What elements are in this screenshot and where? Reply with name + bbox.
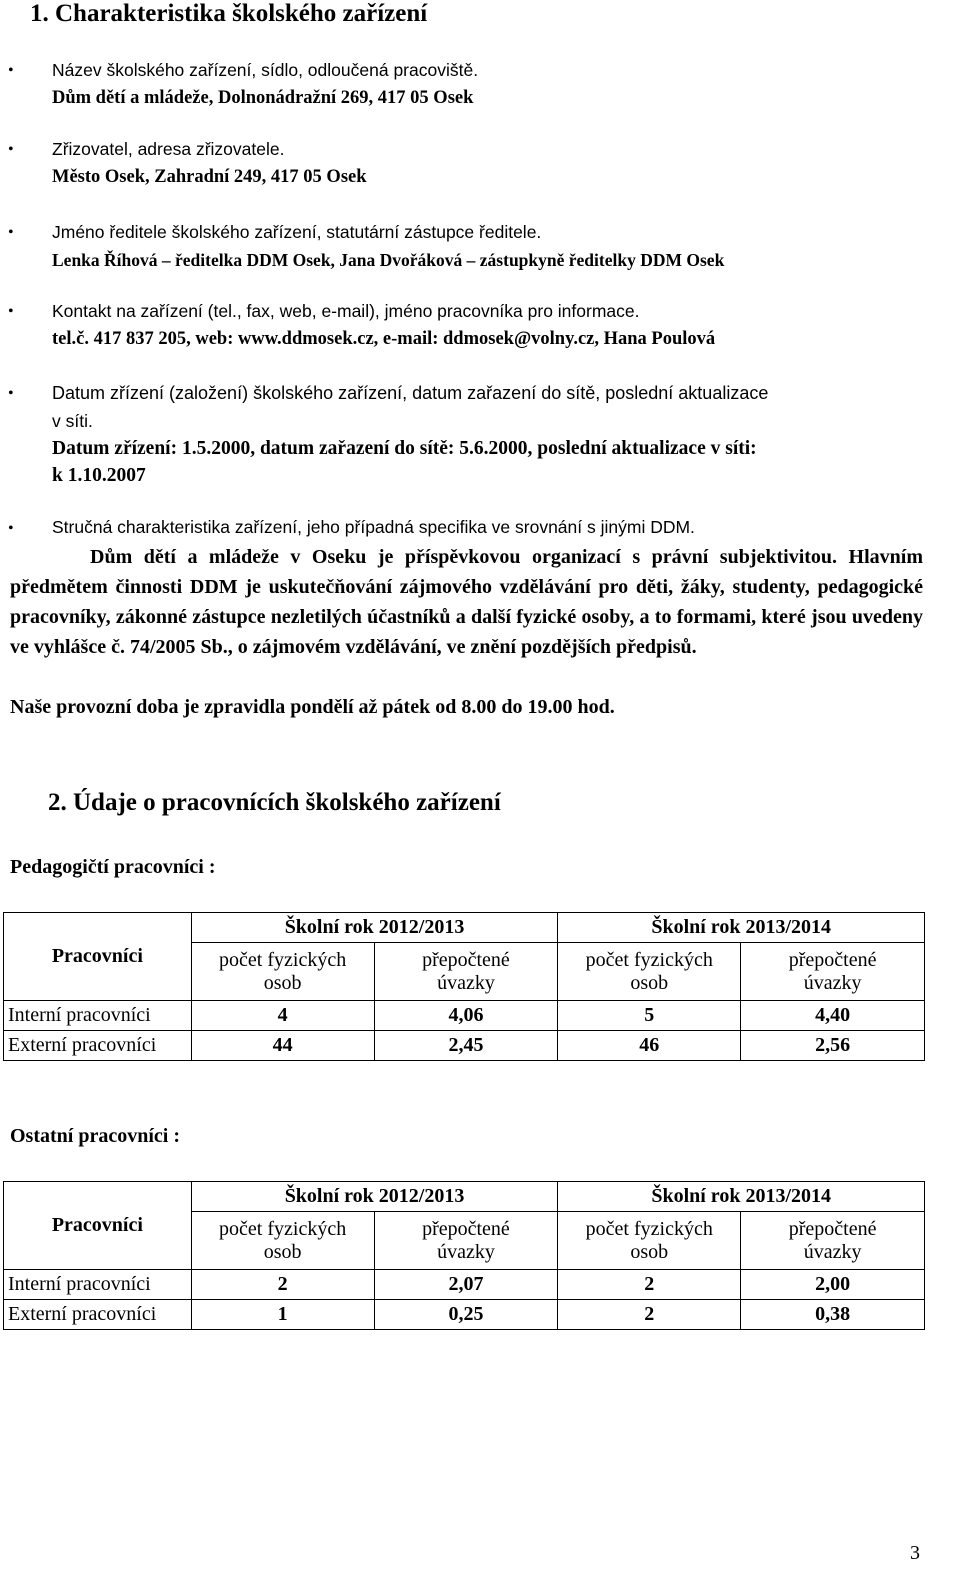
item-label: Zřizovatel, adresa zřizovatele. — [52, 139, 285, 159]
item-label: Jméno ředitele školského zařízení, statutární zástupce ředitele. — [52, 222, 542, 242]
header-year-1: Školní rok 2012/2013 — [191, 1182, 558, 1212]
item-value: Dům dětí a mládeže, Dolnonádražní 269, 417 05 Osek — [52, 88, 474, 108]
bullet: • — [8, 303, 14, 320]
section-2-heading: 2. Údaje o pracovnících školského zařízení — [48, 789, 501, 816]
table-row — [4, 1001, 925, 1031]
header-fte: přepočtené úvazky — [741, 943, 925, 1001]
row-label: Externí pracovníci — [4, 1300, 192, 1330]
item-label: Stručná charakteristika zařízení, jeho případná specifika ve srovnání s jinými DDM. — [52, 517, 695, 537]
cell: 0,38 — [741, 1300, 925, 1330]
cell: 0,25 — [374, 1300, 558, 1330]
row-label: Interní pracovníci — [4, 1270, 192, 1300]
header-fte: přepočtené úvazky — [741, 1212, 925, 1270]
cell: 4,06 — [374, 1001, 558, 1031]
cell: 4,40 — [741, 1001, 925, 1031]
item-label: Datum zřízení (založení) školského zařízení, datum zařazení do sítě, poslední aktualizace — [52, 383, 769, 403]
cell: 2,45 — [374, 1031, 558, 1061]
cell: 2,56 — [741, 1031, 925, 1061]
bullet: • — [8, 224, 14, 241]
page-number: 3 — [910, 1542, 920, 1564]
item-label: v síti. — [52, 411, 93, 431]
header-pracovnici: Pracovníci — [4, 1182, 192, 1270]
item-value: Datum zřízení: 1.5.2000, datum zařazení do sítě: 5.6.2000, poslední aktualizace v síti: — [52, 438, 757, 459]
item-value: k 1.10.2007 — [52, 465, 146, 486]
item-label: Název školského zařízení, sídlo, odloučená pracoviště. — [52, 60, 479, 80]
opening-hours: Naše provozní doba je zpravidla pondělí až pátek od 8.00 do 19.00 hod. — [10, 696, 615, 718]
header-count: počet fyzických osob — [191, 1212, 374, 1270]
item-label: Kontakt na zařízení (tel., fax, web, e-mail), jméno pracovníka pro informace. — [52, 301, 640, 321]
cell: 2,07 — [374, 1270, 558, 1300]
header-count: počet fyzických osob — [558, 1212, 741, 1270]
cell: 2 — [558, 1300, 741, 1330]
header-count: počet fyzických osob — [558, 943, 741, 1001]
cell: 5 — [558, 1001, 741, 1031]
item-value: Lenka Říhová – ředitelka DDM Osek, Jana Dvořáková – zástupkyně ředitelky DDM Osek — [52, 250, 725, 270]
cell: 2,00 — [741, 1270, 925, 1300]
item-value: Město Osek, Zahradní 249, 417 05 Osek — [52, 167, 367, 187]
row-label: Interní pracovníci — [4, 1001, 192, 1031]
item-value: tel.č. 417 837 205, web: www.ddmosek.cz, e-mail: ddmosek@volny.cz, Hana Poulová — [52, 329, 716, 349]
cell: 2 — [558, 1270, 741, 1300]
pedagogical-title: Pedagogičtí pracovníci : — [10, 856, 216, 878]
header-fte: přepočtené úvazky — [374, 1212, 558, 1270]
other-staff-table — [3, 1181, 925, 1330]
header-pracovnici: Pracovníci — [4, 913, 192, 1001]
cell: 4 — [191, 1001, 374, 1031]
table-row — [4, 1031, 925, 1061]
header-year-2: Školní rok 2013/2014 — [558, 1182, 925, 1212]
other-staff-title: Ostatní pracovníci : — [10, 1125, 180, 1147]
header-year-2: Školní rok 2013/2014 — [558, 913, 925, 943]
bullet: • — [8, 62, 14, 79]
row-label: Externí pracovníci — [4, 1031, 192, 1061]
bullet: • — [8, 385, 14, 402]
description-paragraph: Dům dětí a mládeže v Oseku je příspěvkovou organizací s právní subjektivitou. Hlavním předmětem činnosti DDM je uskutečňování zájmového vzdělávání pro děti, žáky, studenty, pedagogické pracovníky, zákonné zástupce nezletilých účastníků a další fyzické osoby, a to formami, které jsou uvedeny ve vyhlášce č. 74/2005 Sb., o zájmovém vzdělávání, ve znění pozdějších předpisů. — [10, 546, 923, 658]
cell: 1 — [191, 1300, 374, 1330]
cell: 46 — [558, 1031, 741, 1061]
cell: 2 — [191, 1270, 374, 1300]
header-count: počet fyzických osob — [191, 943, 374, 1001]
bullet: • — [8, 141, 14, 158]
header-year-1: Školní rok 2012/2013 — [191, 913, 558, 943]
bullet: • — [8, 520, 14, 537]
section-1-heading: 1. Charakteristika školského zařízení — [30, 0, 428, 27]
pedagogical-table — [3, 912, 925, 1061]
table-row — [4, 1300, 925, 1330]
cell: 44 — [191, 1031, 374, 1061]
header-fte: přepočtené úvazky — [374, 943, 558, 1001]
table-row — [4, 1270, 925, 1300]
